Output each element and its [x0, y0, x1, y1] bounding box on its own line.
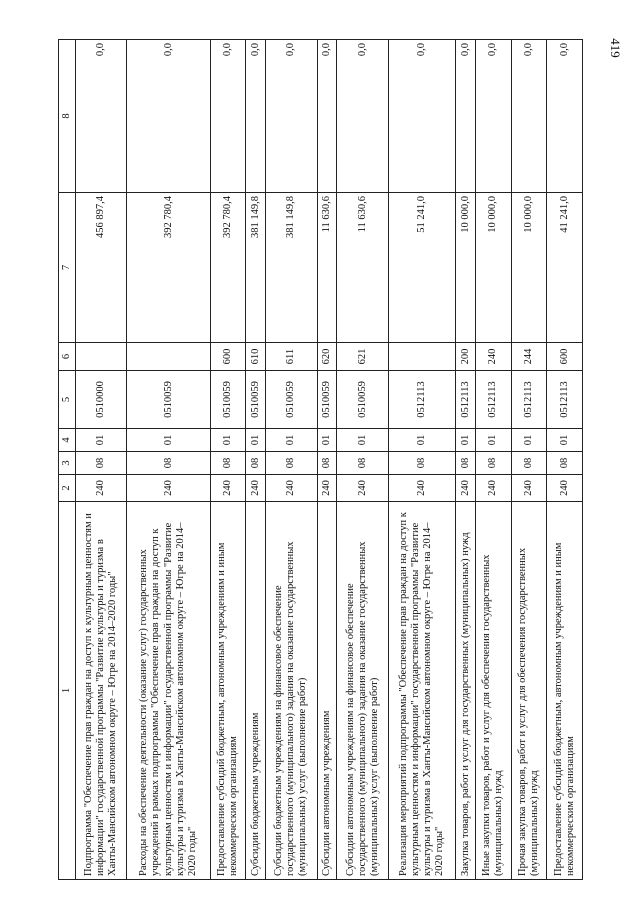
value-cell-c6	[388, 343, 455, 371]
value-cell-c8: 0,0	[511, 40, 547, 193]
value-cell-c4: 01	[127, 429, 210, 452]
value-cell-c8: 0,0	[475, 40, 511, 193]
value-cell-c4: 01	[246, 429, 266, 452]
row-label-cell: Иные закупки товаров, работ и услуг для обеспечения государственных (муниципальных) нужд	[475, 502, 511, 880]
value-cell-c6: 200	[456, 343, 476, 371]
value-cell-c4: 01	[210, 429, 246, 452]
value-cell-c5: 0512113	[456, 371, 476, 429]
value-cell-c5: 0510059	[127, 371, 210, 429]
value-cell-c8: 0,0	[210, 40, 246, 193]
col-header: 5	[59, 371, 76, 429]
value-cell-c4: 01	[511, 429, 547, 452]
value-cell-c2: 240	[547, 475, 583, 502]
table-row	[388, 40, 455, 880]
row-label-cell: Прочая закупка товаров, работ и услуг для обеспечения государственных (муниципальных) нужд	[511, 502, 547, 880]
value-cell-c5: 0512113	[388, 371, 455, 429]
value-cell-c7: 392 780,4	[127, 193, 210, 343]
value-cell-c7: 10 000,0	[511, 193, 547, 343]
value-cell-c2: 240	[475, 475, 511, 502]
value-cell-c3: 08	[76, 452, 127, 475]
value-cell-c6	[127, 343, 210, 371]
value-cell-c5: 0510059	[266, 371, 317, 429]
value-cell-c5: 0510059	[210, 371, 246, 429]
value-cell-c2: 240	[388, 475, 455, 502]
col-header: 2	[59, 475, 76, 502]
table-row	[511, 40, 547, 880]
value-cell-c8: 0,0	[388, 40, 455, 193]
value-cell-c5: 0510059	[317, 371, 337, 429]
row-label-cell: Субсидии автономным учреждениям	[317, 502, 337, 880]
value-cell-c8: 0,0	[127, 40, 210, 193]
table-row	[76, 40, 127, 880]
value-cell-c3: 08	[246, 452, 266, 475]
table-row	[547, 40, 583, 880]
value-cell-c3: 08	[266, 452, 317, 475]
value-cell-c3: 08	[475, 452, 511, 475]
value-cell-c7: 10 000,0	[456, 193, 476, 343]
value-cell-c7: 51 241,0	[388, 193, 455, 343]
value-cell-c7: 10 000,0	[475, 193, 511, 343]
value-cell-c8: 0,0	[456, 40, 476, 193]
value-cell-c6: 620	[317, 343, 337, 371]
document-page	[58, 40, 583, 880]
value-cell-c5: 0510000	[76, 371, 127, 429]
col-header: 7	[59, 193, 76, 343]
value-cell-c2: 240	[266, 475, 317, 502]
value-cell-c4: 01	[547, 429, 583, 452]
value-cell-c6: 621	[337, 343, 388, 371]
value-cell-c6: 610	[246, 343, 266, 371]
row-label-cell: Расходы на обеспечение деятельности (оказание услуг) государственных учреждений в рамках подпрограммы "Обеспечение прав граждан на доступ к культурным ценностям и информации" государственной программы "Развитие культуры и туризма в Ханты-Мансийском автономном округе – Югре на 2014–2020 годы"	[127, 502, 210, 880]
value-cell-c7: 11 630,6	[317, 193, 337, 343]
value-cell-c3: 08	[317, 452, 337, 475]
value-cell-c3: 08	[456, 452, 476, 475]
value-cell-c4: 01	[317, 429, 337, 452]
value-cell-c2: 240	[456, 475, 476, 502]
col-header: 1	[59, 502, 76, 880]
value-cell-c5: 0512113	[511, 371, 547, 429]
value-cell-c3: 08	[511, 452, 547, 475]
value-cell-c8: 0,0	[317, 40, 337, 193]
value-cell-c6: 244	[511, 343, 547, 371]
value-cell-c8: 0,0	[76, 40, 127, 193]
value-cell-c2: 240	[210, 475, 246, 502]
row-label-cell: Реализация мероприятий подпрограммы "Обеспечение прав граждан на доступ к культурным ценностям и информации" государственной программы "Развитие культуры и туризма в Ханты-Мансийском автономном округе – Югре на 2014–2020 годы"	[388, 502, 455, 880]
col-header: 6	[59, 343, 76, 371]
value-cell-c4: 01	[475, 429, 511, 452]
value-cell-c3: 08	[337, 452, 388, 475]
header-row	[59, 40, 76, 880]
col-header: 4	[59, 429, 76, 452]
value-cell-c2: 240	[337, 475, 388, 502]
table-row	[127, 40, 210, 880]
row-label-cell: Субсидии автономным учреждениям на финансовое обеспечение государственного (муниципального) задания на оказание государственных (муниципальных) услуг (выполнение работ)	[337, 502, 388, 880]
row-label-cell: Закупка товаров, работ и услуг для государственных (муниципальных) нужд	[456, 502, 476, 880]
value-cell-c5: 0512113	[475, 371, 511, 429]
value-cell-c4: 01	[456, 429, 476, 452]
row-label-cell: Субсидии бюджетным учреждениям	[246, 502, 266, 880]
value-cell-c6: 600	[547, 343, 583, 371]
value-cell-c7: 11 630,6	[337, 193, 388, 343]
row-label-cell: Подпрограмма "Обеспечение прав граждан на доступ к культурным ценностям и информации" государственной программы "Развитие культуры и туризма в Ханты-Мансийском автономном округе – Югре на 2014–2020 годы"	[76, 502, 127, 880]
value-cell-c4: 01	[337, 429, 388, 452]
value-cell-c8: 0,0	[266, 40, 317, 193]
value-cell-c6	[76, 343, 127, 371]
row-label-cell: Предоставление субсидий бюджетным, автономным учреждениям и иным некоммерческим организациям	[210, 502, 246, 880]
value-cell-c2: 240	[511, 475, 547, 502]
value-cell-c6: 611	[266, 343, 317, 371]
row-label-cell: Субсидии бюджетным учреждениям на финансовое обеспечение государственного (муниципального) задания на оказание государственных (муниципальных) услуг (выполнение работ)	[266, 502, 317, 880]
table-row	[266, 40, 317, 880]
page-number: 419	[607, 38, 623, 58]
table-row	[210, 40, 246, 880]
value-cell-c7: 392 780,4	[210, 193, 246, 343]
table-row	[475, 40, 511, 880]
col-header: 8	[59, 40, 76, 193]
table-row	[246, 40, 266, 880]
value-cell-c4: 01	[388, 429, 455, 452]
value-cell-c3: 08	[210, 452, 246, 475]
value-cell-c2: 240	[317, 475, 337, 502]
value-cell-c8: 0,0	[547, 40, 583, 193]
value-cell-c2: 240	[246, 475, 266, 502]
value-cell-c2: 240	[76, 475, 127, 502]
value-cell-c4: 01	[76, 429, 127, 452]
value-cell-c7: 41 241,0	[547, 193, 583, 343]
value-cell-c8: 0,0	[246, 40, 266, 193]
value-cell-c6: 600	[210, 343, 246, 371]
value-cell-c3: 08	[388, 452, 455, 475]
value-cell-c7: 381 149,8	[266, 193, 317, 343]
value-cell-c4: 01	[266, 429, 317, 452]
value-cell-c3: 08	[547, 452, 583, 475]
row-label-cell: Предоставление субсидий бюджетным, автономным учреждениям и иным некоммерческим организациям	[547, 502, 583, 880]
budget-table	[58, 39, 583, 880]
value-cell-c7: 381 149,8	[246, 193, 266, 343]
value-cell-c3: 08	[127, 452, 210, 475]
value-cell-c5: 0512113	[547, 371, 583, 429]
value-cell-c2: 240	[127, 475, 210, 502]
value-cell-c8: 0,0	[337, 40, 388, 193]
value-cell-c6: 240	[475, 343, 511, 371]
table-row	[456, 40, 476, 880]
table-row	[337, 40, 388, 880]
col-header: 3	[59, 452, 76, 475]
value-cell-c7: 456 897,4	[76, 193, 127, 343]
table-row	[317, 40, 337, 880]
value-cell-c5: 0510059	[246, 371, 266, 429]
value-cell-c5: 0510059	[337, 371, 388, 429]
